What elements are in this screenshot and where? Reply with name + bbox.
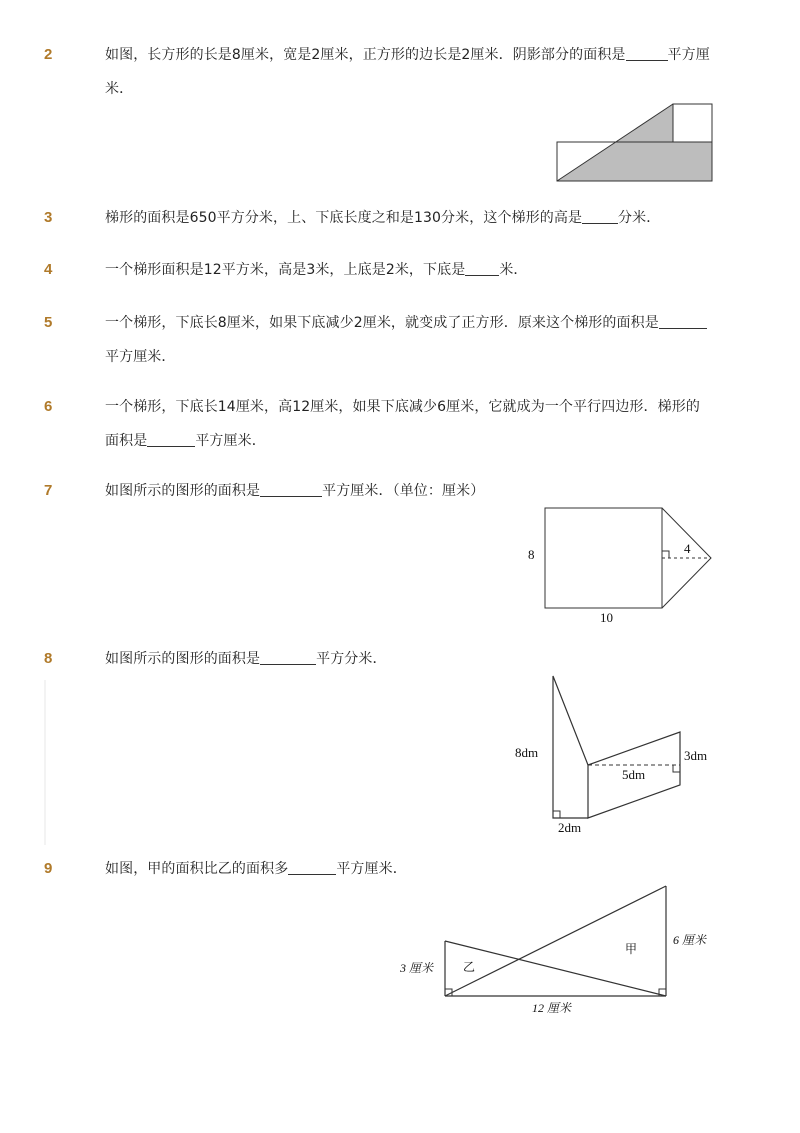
question-2-text: 如图，长方形的长是8厘米，宽是2厘米，正方形的边长是2厘米．阴影部分的面积是 平方厘 米． — [105, 38, 720, 106]
question-5-text: 一个梯形，下底长8厘米，如果下底减少2厘米，就变成了正方形．原来这个梯形的面积是 平方厘米． — [105, 306, 720, 374]
base-label: 2dm — [558, 820, 582, 835]
question-7-text: 如图所示的图形的面积是 平方厘米．（单位：厘米） — [105, 474, 720, 508]
height-label: 8dm — [515, 745, 539, 760]
question-number: 6 — [44, 398, 53, 415]
question-6-text: 一个梯形，下底长14厘米，高12厘米，如果下底减少6厘米，它就成为一个平行四边形．梯形的 面积是 平方厘米． — [105, 399, 700, 449]
width-label: 10 — [600, 610, 613, 625]
right-label: 6 厘米 — [673, 933, 707, 947]
question-number: 8 — [44, 650, 53, 667]
region-yi-label: 乙 — [463, 960, 476, 974]
question-3-text: 梯形的面积是650平方分米，上、下底长度之和是130分米，这个梯形的高是 分米． — [105, 201, 720, 235]
question-4-text: 一个梯形面积是12平方米，高是3米，上底是2米，下底是 米． — [105, 253, 720, 287]
question-9-text: 如图，甲的面积比乙的面积多 平方厘米． — [105, 852, 720, 886]
left-label: 3 厘米 — [400, 961, 434, 975]
height-label: 8 — [528, 547, 535, 562]
question-number: 5 — [44, 314, 53, 331]
question-number: 4 — [44, 261, 53, 278]
question-number: 3 — [44, 209, 53, 226]
region-jia-label: 甲 — [625, 942, 638, 956]
question-number: 7 — [44, 482, 53, 499]
mid-label: 5dm — [622, 767, 646, 782]
triangle-height-label: 4 — [684, 541, 691, 556]
question-number: 9 — [44, 860, 53, 877]
question-8-text: 如图所示的图形的面积是 平方分米． — [105, 642, 720, 676]
base-label: 12 厘米 — [532, 1001, 572, 1015]
question-number: 2 — [44, 46, 53, 63]
side-label: 3dm — [684, 748, 708, 763]
